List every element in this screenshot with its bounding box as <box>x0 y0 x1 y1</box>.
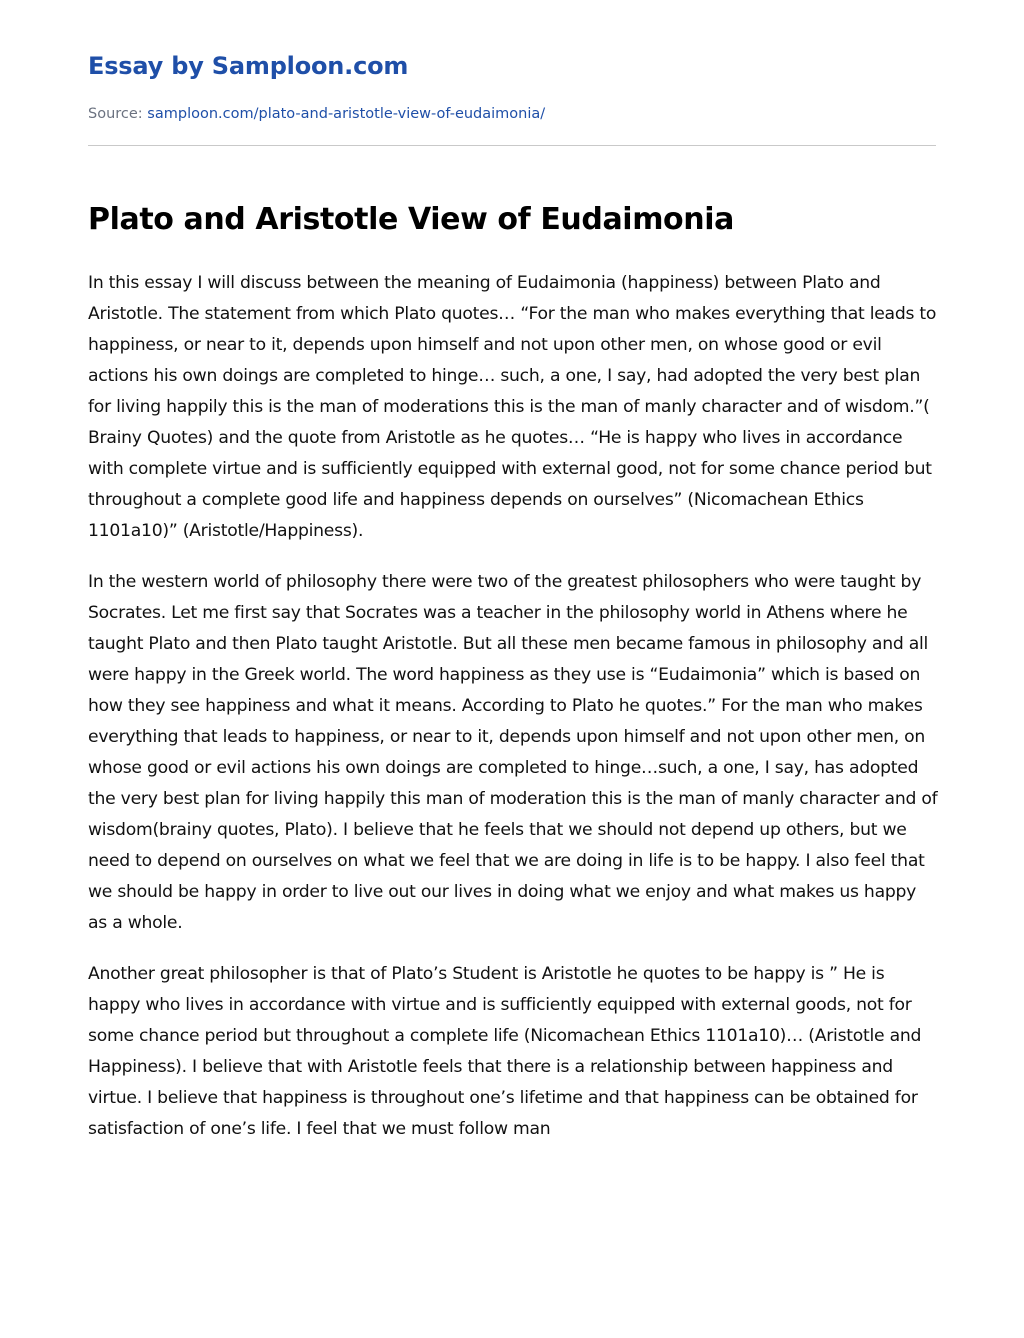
source-line <box>88 106 545 122</box>
paragraph-1: In this essay I will discuss between the meaning of Eudaimonia (happiness) between Plato and Aristotle. The statement from which Plato quotes… “For the man who makes everything that leads to happiness, or near to it, depends upon himself and not upon other men, on whose good or evil actions his own doings are completed to hinge… such, a one, I say, had adopted the very best plan for living happily this is the man of moderations this is the man of manly character and of wisdom.”( Brainy Quotes) and the quote from Aristotle as he quotes… “He is happy who lives in accordance with complete virtue and is sufficiently equipped with external good, not for some chance period but throughout a complete good life and happiness depends on ourselves” (Nicomachean Ethics 1101a10)” (Aristotle/Happiness). <box>88 273 937 541</box>
essay-body <box>88 268 940 1165</box>
paragraph-3: Another great philosopher is that of Plato’s Student is Aristotle he quotes to be happy is ” He is happy who lives in accordance with virtue and is sufficiently equipped with external goods, not for some chance period but throughout a complete life (Nicomachean Ethics 1101a10)… (Aristotle and Happiness). I believe that with Aristotle feels that there is a relationship between happiness and virtue. I believe that happiness is throughout one’s lifetime and that happiness can be obtained for satisfaction of one’s life. I feel that we must follow man <box>88 964 922 1139</box>
page-title: Plato and Aristotle View of Eudaimonia <box>88 202 734 237</box>
header-divider <box>88 145 936 146</box>
paragraph-2: In the western world of philosophy there were two of the greatest philosophers who were taught by Socrates. Let me first say that Socrates was a teacher in the philosophy world in Athens where he taught Plato and then Plato taught Aristotle. But all these men became famous in philosophy and all were happy in the Greek world. The word happiness as they use is “Eudaimonia” which is based on how they see happiness and what it means. According to Plato he quotes.” For the man who makes everything that leads to happiness, or near to it, depends upon himself and not upon other men, on whose good or evil actions his own doings are completed to hinge…such, a one, I say, has adopted the very best plan for living happily this man of moderation this is the man of manly character and of wisdom(brainy quotes, Plato). I believe that he feels that we should not depend up others, but we need to depend on ourselves on what we feel that we are doing in life is to be happy. I also feel that we should be happy in order to live out our lives in doing what we enjoy and what makes us happy as a whole. <box>88 572 938 933</box>
site-brand[interactable]: Essay by Samploon.com <box>88 52 409 80</box>
source-link[interactable]: samploon.com/plato-and-aristotle-view-of-eudaimonia/ <box>147 106 546 122</box>
source-label: Source: <box>88 106 143 122</box>
